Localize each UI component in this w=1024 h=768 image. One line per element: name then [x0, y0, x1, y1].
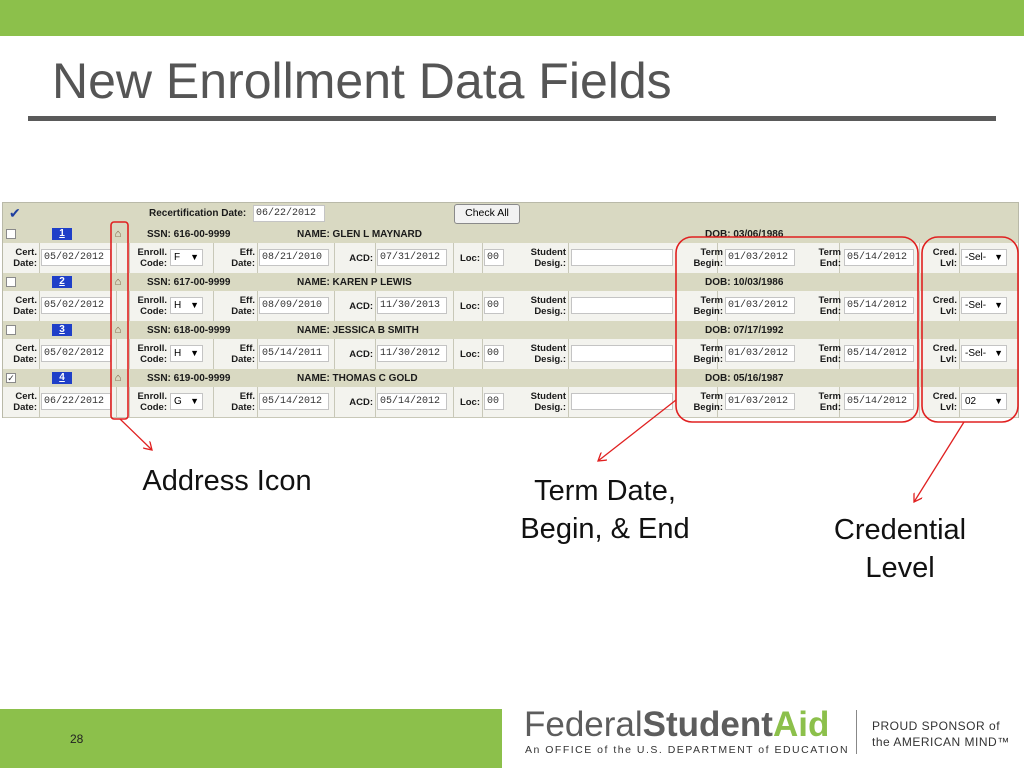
dob-label: DOB: 03/06/1986	[705, 229, 784, 240]
student-desig-label-line-1: Student	[530, 391, 566, 402]
page-number: 28	[70, 732, 84, 746]
dropdown-arrow-icon: ▼	[190, 252, 199, 262]
row-number-link[interactable]: 3	[52, 324, 72, 336]
student-desig-label-line-2: Desig.:	[534, 306, 566, 317]
term-begin-label-line-2: Begin:	[693, 354, 723, 365]
term-end-label-line-1: Term	[818, 343, 841, 354]
cred-lvl-label-line-1: Cred.	[932, 391, 957, 402]
student-name: NAME: THOMAS C GOLD	[297, 373, 418, 384]
acd-label: ACD:	[349, 253, 373, 264]
cert-date-label-line-2: Date:	[13, 306, 37, 317]
eff-date-input[interactable]: 08/21/2010	[259, 249, 329, 266]
acd-input[interactable]: 11/30/2012	[377, 345, 447, 362]
term-end-input[interactable]: 05/14/2012	[844, 249, 914, 266]
term-begin-label-line-1: Term	[700, 295, 723, 306]
ssn-label: SSN: 619-00-9999	[147, 373, 231, 384]
term-end-input[interactable]: 05/14/2012	[844, 297, 914, 314]
eff-date-label-line-1: Eff.	[239, 391, 255, 402]
cert-date-label-line-2: Date:	[13, 402, 37, 413]
term-end-label-line-2: End:	[819, 354, 841, 365]
eff-date-input[interactable]: 05/14/2011	[259, 345, 329, 362]
cred-lvl-label-line-1: Cred.	[932, 247, 957, 258]
dropdown-arrow-icon: ▼	[994, 252, 1003, 262]
sponsor-line-2: the AMERICAN MIND™	[872, 735, 1010, 749]
row-number-link[interactable]: 2	[52, 276, 72, 288]
acd-label: ACD:	[349, 397, 373, 408]
select-all-check-icon[interactable]: ✔	[9, 205, 21, 221]
callout-term-line-1: Term Date,	[534, 475, 676, 507]
cert-date-input[interactable]: 05/02/2012	[41, 249, 111, 266]
row-number-link[interactable]: 4	[52, 372, 72, 384]
enroll-code-value: H	[174, 348, 182, 359]
footer-divider	[856, 710, 857, 754]
cert-date-label-line-1: Cert.	[15, 391, 37, 402]
cert-date-input[interactable]: 05/02/2012	[41, 345, 111, 362]
term-begin-label-line-1: Term	[700, 247, 723, 258]
loc-label: Loc:	[459, 253, 480, 264]
term-begin-label-line-2: Begin:	[693, 402, 723, 413]
term-begin-input[interactable]: 01/03/2012	[725, 345, 795, 362]
term-end-input[interactable]: 05/14/2012	[844, 393, 914, 410]
cred-lvl-value: -Sel-	[965, 252, 987, 263]
address-home-icon[interactable]: ⌂	[114, 372, 122, 384]
dob-label: DOB: 05/16/1987	[705, 373, 784, 384]
eff-date-label-line-2: Date:	[231, 306, 255, 317]
term-end-input[interactable]: 05/14/2012	[844, 345, 914, 362]
student-desig-label-line-1: Student	[530, 343, 566, 354]
acd-label: ACD:	[349, 301, 373, 312]
enroll-code-label-line-1: Enroll.	[137, 391, 167, 402]
term-end-label-line-1: Term	[818, 247, 841, 258]
credential-arrow	[914, 422, 964, 502]
recert-label: Recertification Date:	[149, 208, 247, 219]
term-end-label-line-2: End:	[819, 306, 841, 317]
acd-input[interactable]: 05/14/2012	[377, 393, 447, 410]
cert-date-label-line-1: Cert.	[15, 247, 37, 258]
cred-lvl-label-line-2: Lvl:	[940, 306, 957, 317]
cred-lvl-value: -Sel-	[965, 348, 987, 359]
fsa-logo	[524, 705, 829, 745]
eff-date-label-line-1: Eff.	[239, 295, 255, 306]
logo-federal: Federal	[524, 705, 643, 744]
callout-cred-line-1: Credential	[833, 514, 967, 546]
student-desig-label-line-2: Desig.:	[534, 354, 566, 365]
student-desig-label-line-2: Desig.:	[534, 402, 566, 413]
cred-lvl-label-line-2: Lvl:	[940, 354, 957, 365]
eff-date-label-line-1: Eff.	[239, 343, 255, 354]
student-name: NAME: KAREN P LEWIS	[297, 277, 412, 288]
term-begin-label-line-1: Term	[700, 343, 723, 354]
student-name: NAME: JESSICA B SMITH	[297, 325, 419, 336]
callout-cred-line-2: Level	[865, 552, 935, 584]
check-all-button[interactable]: Check All	[454, 204, 520, 224]
dropdown-arrow-icon: ▼	[190, 300, 199, 310]
loc-input[interactable]: 00	[484, 297, 504, 314]
loc-label: Loc:	[459, 349, 480, 360]
cred-lvl-label-line-1: Cred.	[932, 295, 957, 306]
slide-title: New Enrollment Data Fields	[52, 53, 672, 109]
dropdown-arrow-icon: ▼	[994, 348, 1003, 358]
cred-lvl-value: -Sel-	[965, 300, 987, 311]
address-arrow	[120, 419, 152, 450]
eff-date-input[interactable]: 05/14/2012	[259, 393, 329, 410]
dob-label: DOB: 10/03/1986	[705, 277, 784, 288]
term-begin-input[interactable]: 01/03/2012	[725, 249, 795, 266]
loc-input[interactable]: 00	[484, 345, 504, 362]
loc-input[interactable]: 00	[484, 249, 504, 266]
cert-date-label-line-2: Date:	[13, 258, 37, 269]
ssn-label: SSN: 616-00-9999	[147, 229, 231, 240]
cert-date-label-line-1: Cert.	[15, 295, 37, 306]
sponsor-line-1: PROUD SPONSOR of	[872, 719, 1001, 733]
dropdown-arrow-icon: ▼	[994, 396, 1003, 406]
enroll-code-label-line-2: Code:	[140, 258, 167, 269]
cert-date-input[interactable]: 05/02/2012	[41, 297, 111, 314]
enroll-code-label-line-2: Code:	[140, 354, 167, 365]
row-checkbox[interactable]: ✓	[7, 373, 15, 383]
student-name: NAME: GLEN L MAYNARD	[297, 229, 423, 240]
term-begin-input[interactable]: 01/03/2012	[725, 393, 795, 410]
term-end-label-line-1: Term	[818, 391, 841, 402]
term-arrow	[598, 400, 676, 461]
term-begin-label-line-2: Begin:	[693, 306, 723, 317]
enroll-code-label-line-2: Code:	[140, 402, 167, 413]
term-dates-highlight	[676, 237, 918, 422]
address-home-icon[interactable]: ⌂	[114, 324, 122, 336]
loc-label: Loc:	[459, 397, 480, 408]
address-home-icon[interactable]: ⌂	[114, 228, 122, 240]
logo-student: Student	[642, 705, 773, 744]
enroll-code-value: G	[174, 396, 182, 407]
address-icon-highlight	[111, 222, 128, 419]
enroll-code-value: F	[174, 252, 181, 263]
acd-input[interactable]: 07/31/2012	[377, 249, 447, 266]
eff-date-label-line-1: Eff.	[239, 247, 255, 258]
student-desig-label-line-1: Student	[530, 247, 566, 258]
dropdown-arrow-icon: ▼	[190, 396, 199, 406]
cred-lvl-label-line-2: Lvl:	[940, 402, 957, 413]
dropdown-arrow-icon: ▼	[994, 300, 1003, 310]
address-home-icon[interactable]: ⌂	[114, 276, 122, 288]
callout-address-icon: Address Icon	[142, 465, 312, 497]
cert-date-input[interactable]: 06/22/2012	[41, 393, 111, 410]
student-desig-label-line-2: Desig.:	[534, 258, 566, 269]
credential-level-highlight	[922, 237, 1018, 422]
logo-aid: Aid	[772, 705, 830, 744]
cred-lvl-label-line-2: Lvl:	[940, 258, 957, 269]
eff-date-label-line-2: Date:	[231, 258, 255, 269]
row-number-link[interactable]: 1	[52, 228, 72, 240]
eff-date-label-line-2: Date:	[231, 354, 255, 365]
cert-date-label-line-1: Cert.	[15, 343, 37, 354]
term-end-label-line-1: Term	[818, 295, 841, 306]
term-begin-input[interactable]: 01/03/2012	[725, 297, 795, 314]
term-end-label-line-2: End:	[819, 258, 841, 269]
enroll-code-label-line-2: Code:	[140, 306, 167, 317]
recert-date-input[interactable]: 06/22/2012	[253, 205, 325, 222]
callout-term-line-2: Begin, & End	[520, 513, 690, 545]
term-end-label-line-2: End:	[819, 402, 841, 413]
term-begin-label-line-2: Begin:	[693, 258, 723, 269]
student-desig-label-line-1: Student	[530, 295, 566, 306]
cred-lvl-value: 02	[965, 396, 977, 407]
sponsor-text	[872, 718, 1010, 750]
loc-input[interactable]: 00	[484, 393, 504, 410]
enroll-code-label-line-1: Enroll.	[137, 343, 167, 354]
logo-subtitle: An OFFICE of the U.S. DEPARTMENT of EDUCATION	[525, 744, 850, 756]
acd-label: ACD:	[349, 349, 373, 360]
cert-date-label-line-2: Date:	[13, 354, 37, 365]
acd-input[interactable]: 11/30/2013	[377, 297, 447, 314]
cred-lvl-label-line-1: Cred.	[932, 343, 957, 354]
eff-date-label-line-2: Date:	[231, 402, 255, 413]
ssn-label: SSN: 617-00-9999	[147, 277, 231, 288]
enroll-code-label-line-1: Enroll.	[137, 295, 167, 306]
dropdown-arrow-icon: ▼	[190, 348, 199, 358]
enroll-code-label-line-1: Enroll.	[137, 247, 167, 258]
ssn-label: SSN: 618-00-9999	[147, 325, 231, 336]
term-begin-label-line-1: Term	[700, 391, 723, 402]
enroll-code-value: H	[174, 300, 182, 311]
loc-label: Loc:	[459, 301, 480, 312]
eff-date-input[interactable]: 08/09/2010	[259, 297, 329, 314]
dob-label: DOB: 07/17/1992	[705, 325, 784, 336]
